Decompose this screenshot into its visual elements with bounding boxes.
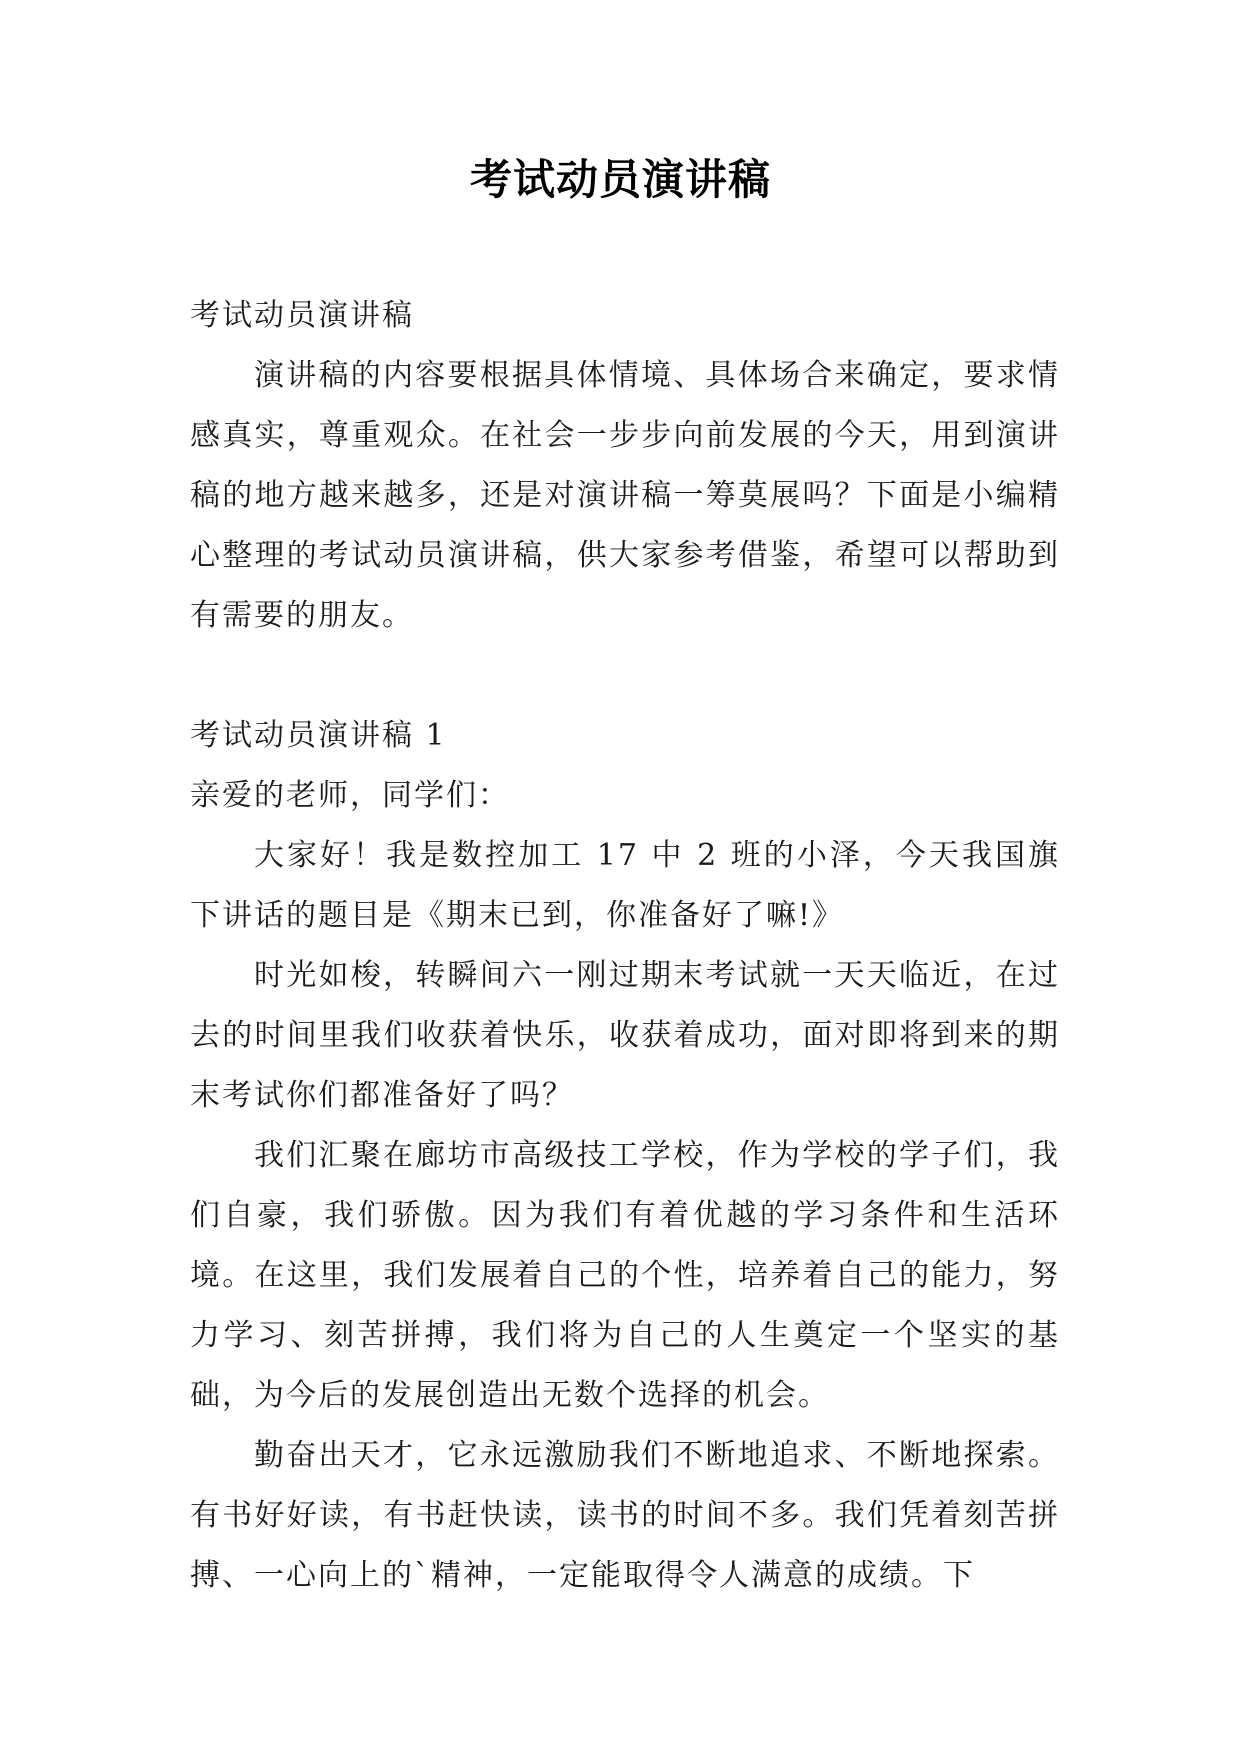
- body-paragraph: 勤奋出天才，它永远激励我们不断地追求、不断地探索。有书好好读，有书赶快读，读书的时间不多。我们凭着刻苦拼搏、一心向上的`精神，一定能取得令人满意的成绩。下: [190, 1438, 1060, 1593]
- document-title: 考试动员演讲稿: [469, 155, 771, 204]
- body-paragraph: 大家好！我是数控加工 17 中 2 班的小泽，今天我国旗下讲话的题目是《期末已到，你准备好了嘛!》: [190, 838, 1060, 933]
- intro-paragraph: 演讲稿的内容要根据具体情境、具体场合来确定，要求情感真实，尊重观众。在社会一步步向前发展的今天，用到演讲稿的地方越来越多，还是对演讲稿一筹莫展吗？下面是小编精心整理的考试动员演讲稿，供大家参考借鉴，希望可以帮助到有需要的朋友。: [190, 358, 1060, 633]
- body-paragraph: 时光如梭，转瞬间六一刚过期末考试就一天天临近，在过去的时间里我们收获着快乐，收获着成功，面对即将到来的期末考试你们都准备好了吗？: [190, 958, 1060, 1113]
- section-heading-1: 考试动员演讲稿 1: [190, 718, 447, 753]
- intro-heading: 考试动员演讲稿: [190, 298, 414, 333]
- body-paragraph: 我们汇聚在廊坊市高级技工学校，作为学校的学子们，我们自豪，我们骄傲。因为我们有着优越的学习条件和生活环境。在这里，我们发展着自己的个性，培养着自己的能力，努力学习、刻苦拼搏，我们将为自己的人生奠定一个坚实的基础，为今后的发展创造出无数个选择的机会。: [190, 1138, 1060, 1413]
- salutation: 亲爱的老师，同学们：: [190, 778, 510, 813]
- document-body: [190, 286, 1060, 1606]
